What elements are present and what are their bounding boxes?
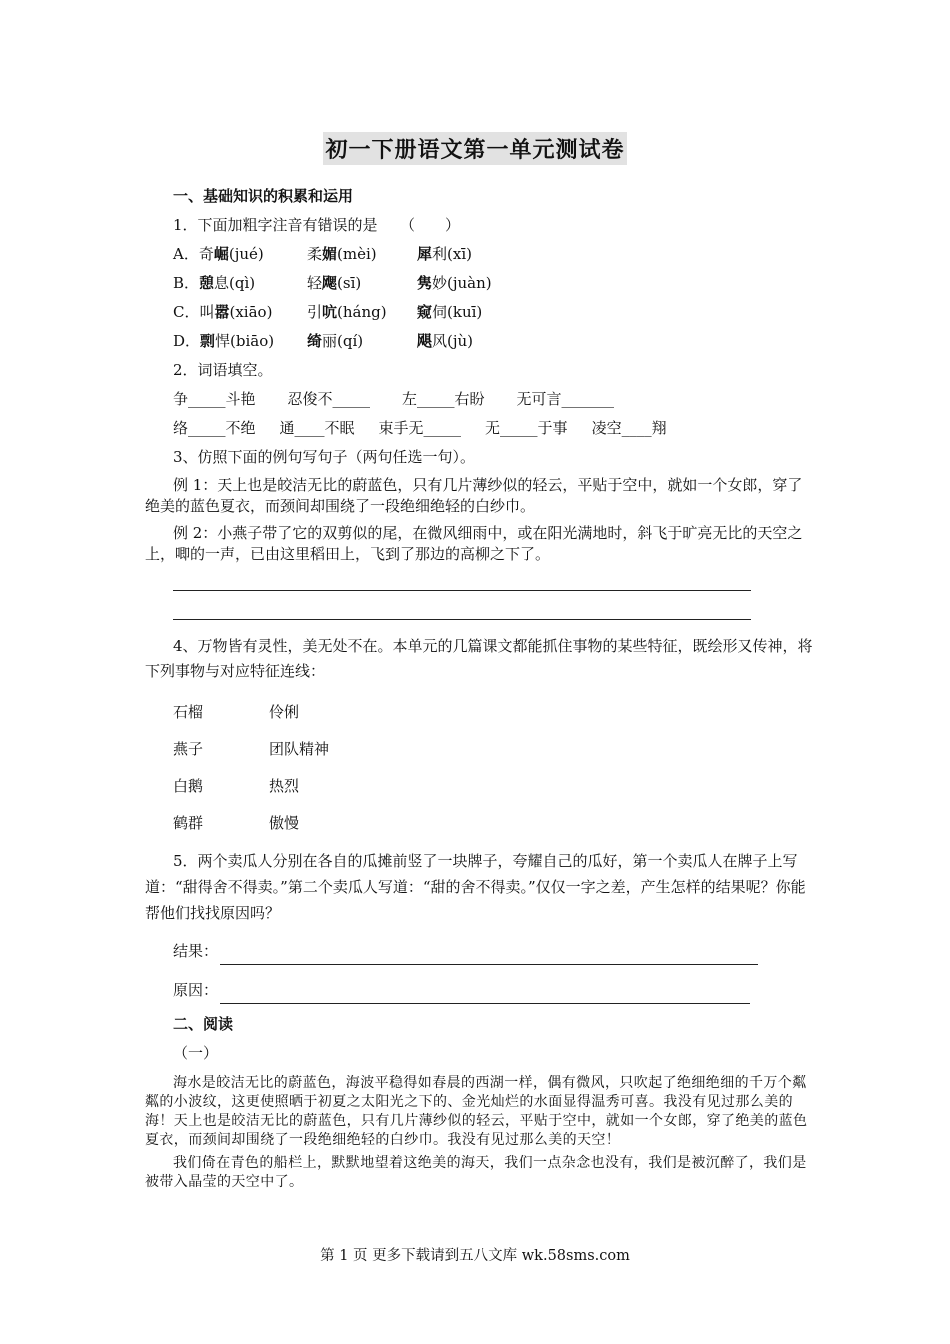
fill-blank[interactable]: 通____不眠 (279, 419, 355, 437)
q5-stem: 5．两个卖瓜人分别在各自的瓜摊前竖了一块牌子，夸耀自己的瓜好，第一个卖瓜人在牌子上写道：“甜得舍不得卖。”第二个卖瓜人写道：“甜的舍不得卖。”仅仅一字之差，产生怎样的结果呢？你能帮他们找找原因吗？ (145, 852, 806, 922)
q2-stem: 2．词语填空。 (173, 361, 273, 379)
fill-blank[interactable]: 凌空____翔 (591, 419, 667, 437)
q4-thing[interactable]: 石榴 (173, 703, 204, 721)
bold-char: 犀 (417, 245, 433, 263)
bold-char: 窥 (417, 303, 433, 321)
q3-stem: 3、仿照下面的例句写句子（两句任选一句）。 (173, 448, 476, 466)
q1-option-a (173, 240, 813, 269)
q4-feature[interactable]: 热烈 (269, 777, 300, 795)
q1-option-d (173, 327, 813, 356)
q4-pair (173, 768, 813, 805)
page-footer: 第 1 页 更多下载请到五八文库 wk.58sms.com (320, 1248, 630, 1264)
word-part: 妙(juàn) (432, 274, 492, 292)
bold-char: 隽 (417, 274, 433, 292)
q4-thing[interactable]: 鹤群 (173, 814, 204, 832)
fill-blank[interactable]: 争_____斗艳 (173, 390, 256, 408)
fill-blank[interactable]: 忍俊不_____ (287, 390, 371, 408)
pinyin: (jué) (228, 245, 264, 263)
pinyin: (háng) (337, 303, 387, 321)
bold-char: 崛 (213, 245, 229, 263)
bold-char: 吭 (322, 303, 338, 321)
q4-feature[interactable]: 傲慢 (269, 814, 300, 832)
pinyin: (sī) (337, 274, 362, 292)
word-part: 风(jù) (432, 332, 474, 350)
opt-label: A．奇 (173, 245, 214, 263)
content (145, 182, 813, 1192)
fill-blank[interactable]: 左_____右盼 (402, 390, 485, 408)
opt-label: B． (173, 274, 200, 292)
bold-char: 飔 (322, 274, 338, 292)
q5-result-row (173, 938, 813, 965)
q5-result-label: 结果： (173, 942, 219, 960)
word-part: 柔 (307, 245, 323, 263)
pinyin: (xiāo) (229, 303, 273, 321)
q5-result-line[interactable] (220, 946, 758, 965)
reading-para-2: 我们倚在青色的船栏上，默默地望着这绝美的海天，我们一点杂念也没有，我们是被沉醉了，我们是被带入晶莹的天空中了。 (145, 1155, 807, 1190)
bold-char: 剽 (200, 332, 216, 350)
q4-pair (173, 694, 813, 731)
page-title-wrap (0, 132, 950, 165)
q4-feature[interactable]: 伶俐 (269, 703, 300, 721)
bold-char: 媚 (322, 245, 338, 263)
bold-char: 绮 (307, 332, 323, 350)
pinyin: (mèi) (337, 245, 377, 263)
pinyin: 息(qì) (214, 274, 256, 292)
page-title: 初一下册语文第一单元测试卷 (323, 132, 626, 165)
fill-blank[interactable]: 无_____于事 (485, 419, 568, 437)
fill-blank[interactable]: 无可言_______ (516, 390, 615, 408)
q3-example-2: 例 2：小燕子带了它的双剪似的尾，在微风细雨中，或在阳光满地时，斜飞于旷亮无比的天空之上，唧的一声，已由这里稻田上，飞到了那边的高柳之下了。 (145, 524, 803, 563)
q3-example-1: 例 1：天上也是皎洁无比的蔚蓝色，只有几片薄纱似的轻云，平贴于空中，就如一个女郎，穿了绝美的蓝色夏衣，而颈间却围绕了一段绝细绝轻的白纱巾。 (145, 476, 803, 515)
word-part: 引 (307, 303, 323, 321)
pinyin: 悍(biāo) (215, 332, 275, 350)
q2-fill-row-2 (173, 414, 813, 443)
bold-char: 飓 (417, 332, 433, 350)
q5-reason-row (173, 977, 813, 1004)
word-part: 伺(kuī) (432, 303, 483, 321)
section2-sub: （一） (173, 1044, 219, 1062)
bold-char: 嚣 (214, 303, 230, 321)
q4-pair (173, 731, 813, 768)
q4-stem: 4、万物皆有灵性，美无处不在。本单元的几篇课文都能抓住事物的某些特征，既绘形又传神，将下列事物与对应特征连线： (145, 637, 813, 680)
q4-feature[interactable]: 团队精神 (269, 740, 330, 758)
section2-heading: 二、阅读 (173, 1015, 234, 1033)
q4-thing[interactable]: 燕子 (173, 740, 204, 758)
q1-stem: 1．下面加粗字注音有错误的是 （ ） (173, 216, 461, 234)
reading-para-1: 海水是皎洁无比的蔚蓝色，海波平稳得如春晨的西湖一样，偶有微风，只吹起了绝细绝细的千万个粼粼的小波纹，这更使照晒于初夏之太阳光之下的、金光灿烂的水面显得温秀可喜。我没有见过那么美的海！天上也是皎洁无比的蔚蓝色，只有几片薄纱似的轻云，平贴于空中，就如一个女郎，穿了绝美的蓝色夏衣，而颈间却围绕了一段绝细绝轻的白纱巾。我没有见过那么美的天空！ (145, 1075, 808, 1148)
opt-label: C．叫 (173, 303, 215, 321)
q2-fill-row-1 (173, 385, 813, 414)
word-part: 轻 (307, 274, 323, 292)
bold-char: 憩 (199, 274, 215, 292)
fill-blank[interactable]: 络_____不绝 (173, 419, 256, 437)
q4-pair (173, 805, 813, 842)
q5-reason-line[interactable] (220, 985, 750, 1004)
pinyin: 丽(qí) (322, 332, 364, 350)
word-part: 利(xī) (432, 245, 472, 263)
fill-blank[interactable]: 束手无_____ (378, 419, 462, 437)
q1-option-b (173, 269, 813, 298)
q5-reason-label: 原因： (173, 981, 219, 999)
opt-label: D． (173, 332, 201, 350)
q1-option-c (173, 298, 813, 327)
section1-heading: 一、基础知识的积累和运用 (173, 187, 354, 205)
q4-thing[interactable]: 白鹅 (173, 777, 204, 795)
